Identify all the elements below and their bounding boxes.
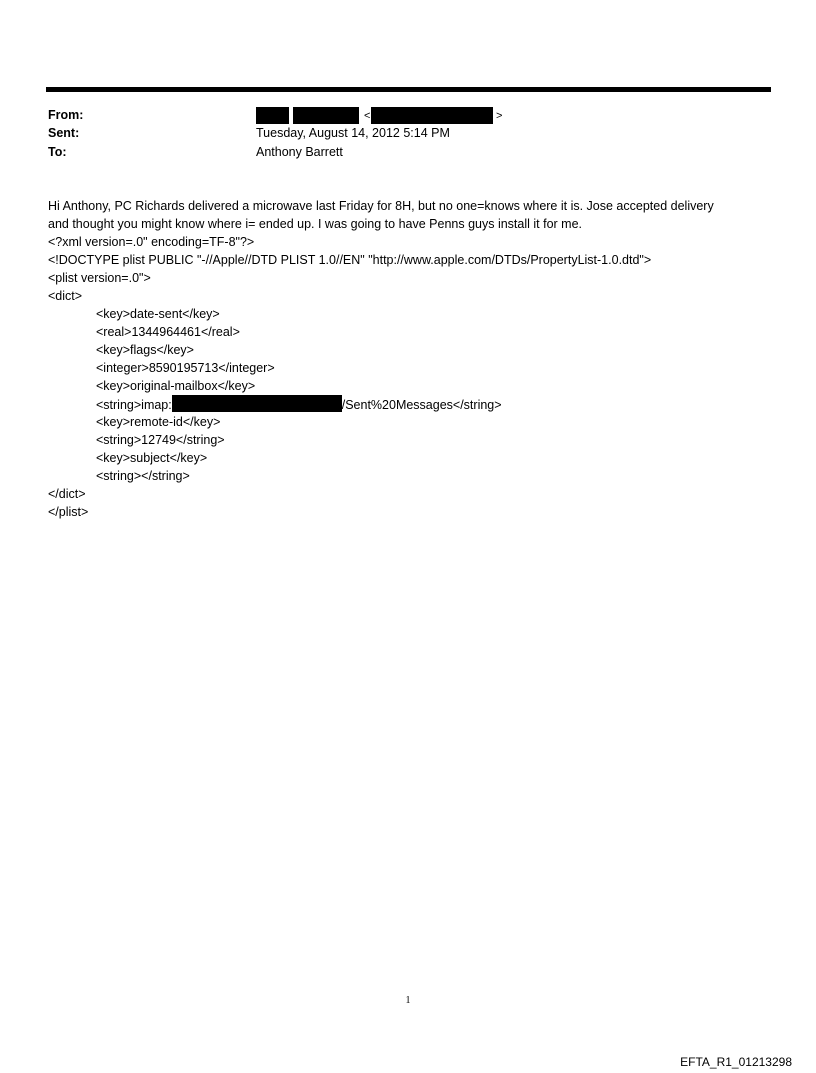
sent-value: Tuesday, August 14, 2012 5:14 PM	[256, 126, 450, 140]
redaction-sender-last	[293, 107, 359, 124]
body-line: <dict>	[48, 289, 83, 303]
imap-prefix: <string>imap:	[96, 398, 172, 412]
sent-label: Sent:	[48, 126, 80, 140]
body-line: Hi Anthony, PC Richards delivered a microwave last Friday for 8H, but no one=knows where it is. Jose accepted delivery	[48, 199, 714, 213]
body-line: <key>date-sent</key>	[96, 307, 220, 321]
imap-suffix: /Sent%20Messages</string>	[341, 398, 502, 412]
body-line: </dict>	[48, 487, 86, 501]
body-line: <?xml version=.0" encoding=TF-8"?>	[48, 235, 255, 249]
body-line: <string></string>	[96, 469, 190, 483]
from-open-bracket: <	[364, 110, 371, 122]
bates-number: EFTA_R1_01213298	[680, 1055, 792, 1069]
body-line: <key>original-mailbox</key>	[96, 379, 256, 393]
to-label: To:	[48, 145, 67, 159]
body-line: <plist version=.0">	[48, 271, 151, 285]
email-body	[48, 197, 778, 521]
redaction-imap-account	[172, 395, 342, 412]
body-line: and thought you might know where i= ended up. I was going to have Penns guys install it for me.	[48, 217, 583, 231]
to-value: Anthony Barrett	[256, 145, 343, 159]
from-label: From:	[48, 108, 84, 122]
body-line: <key>flags</key>	[96, 343, 194, 357]
from-close-bracket: >	[496, 110, 503, 122]
redaction-sender-email	[371, 107, 493, 124]
header-rule	[46, 87, 771, 92]
body-line: <integer>8590195713</integer>	[96, 361, 275, 375]
body-line-imap	[48, 395, 778, 413]
body-line: <key>remote-id</key>	[96, 415, 221, 429]
body-line: <real>1344964461</real>	[96, 325, 240, 339]
body-line: <!DOCTYPE plist PUBLIC "-//Apple//DTD PLIST 1.0//EN" "http://www.apple.com/DTDs/PropertyList-1.0.dtd">	[48, 253, 652, 267]
page-number: 1	[405, 995, 411, 1006]
body-line: </plist>	[48, 505, 89, 519]
body-line: <key>subject</key>	[96, 451, 208, 465]
body-line: <string>12749</string>	[96, 433, 225, 447]
redaction-sender-first	[256, 107, 289, 124]
